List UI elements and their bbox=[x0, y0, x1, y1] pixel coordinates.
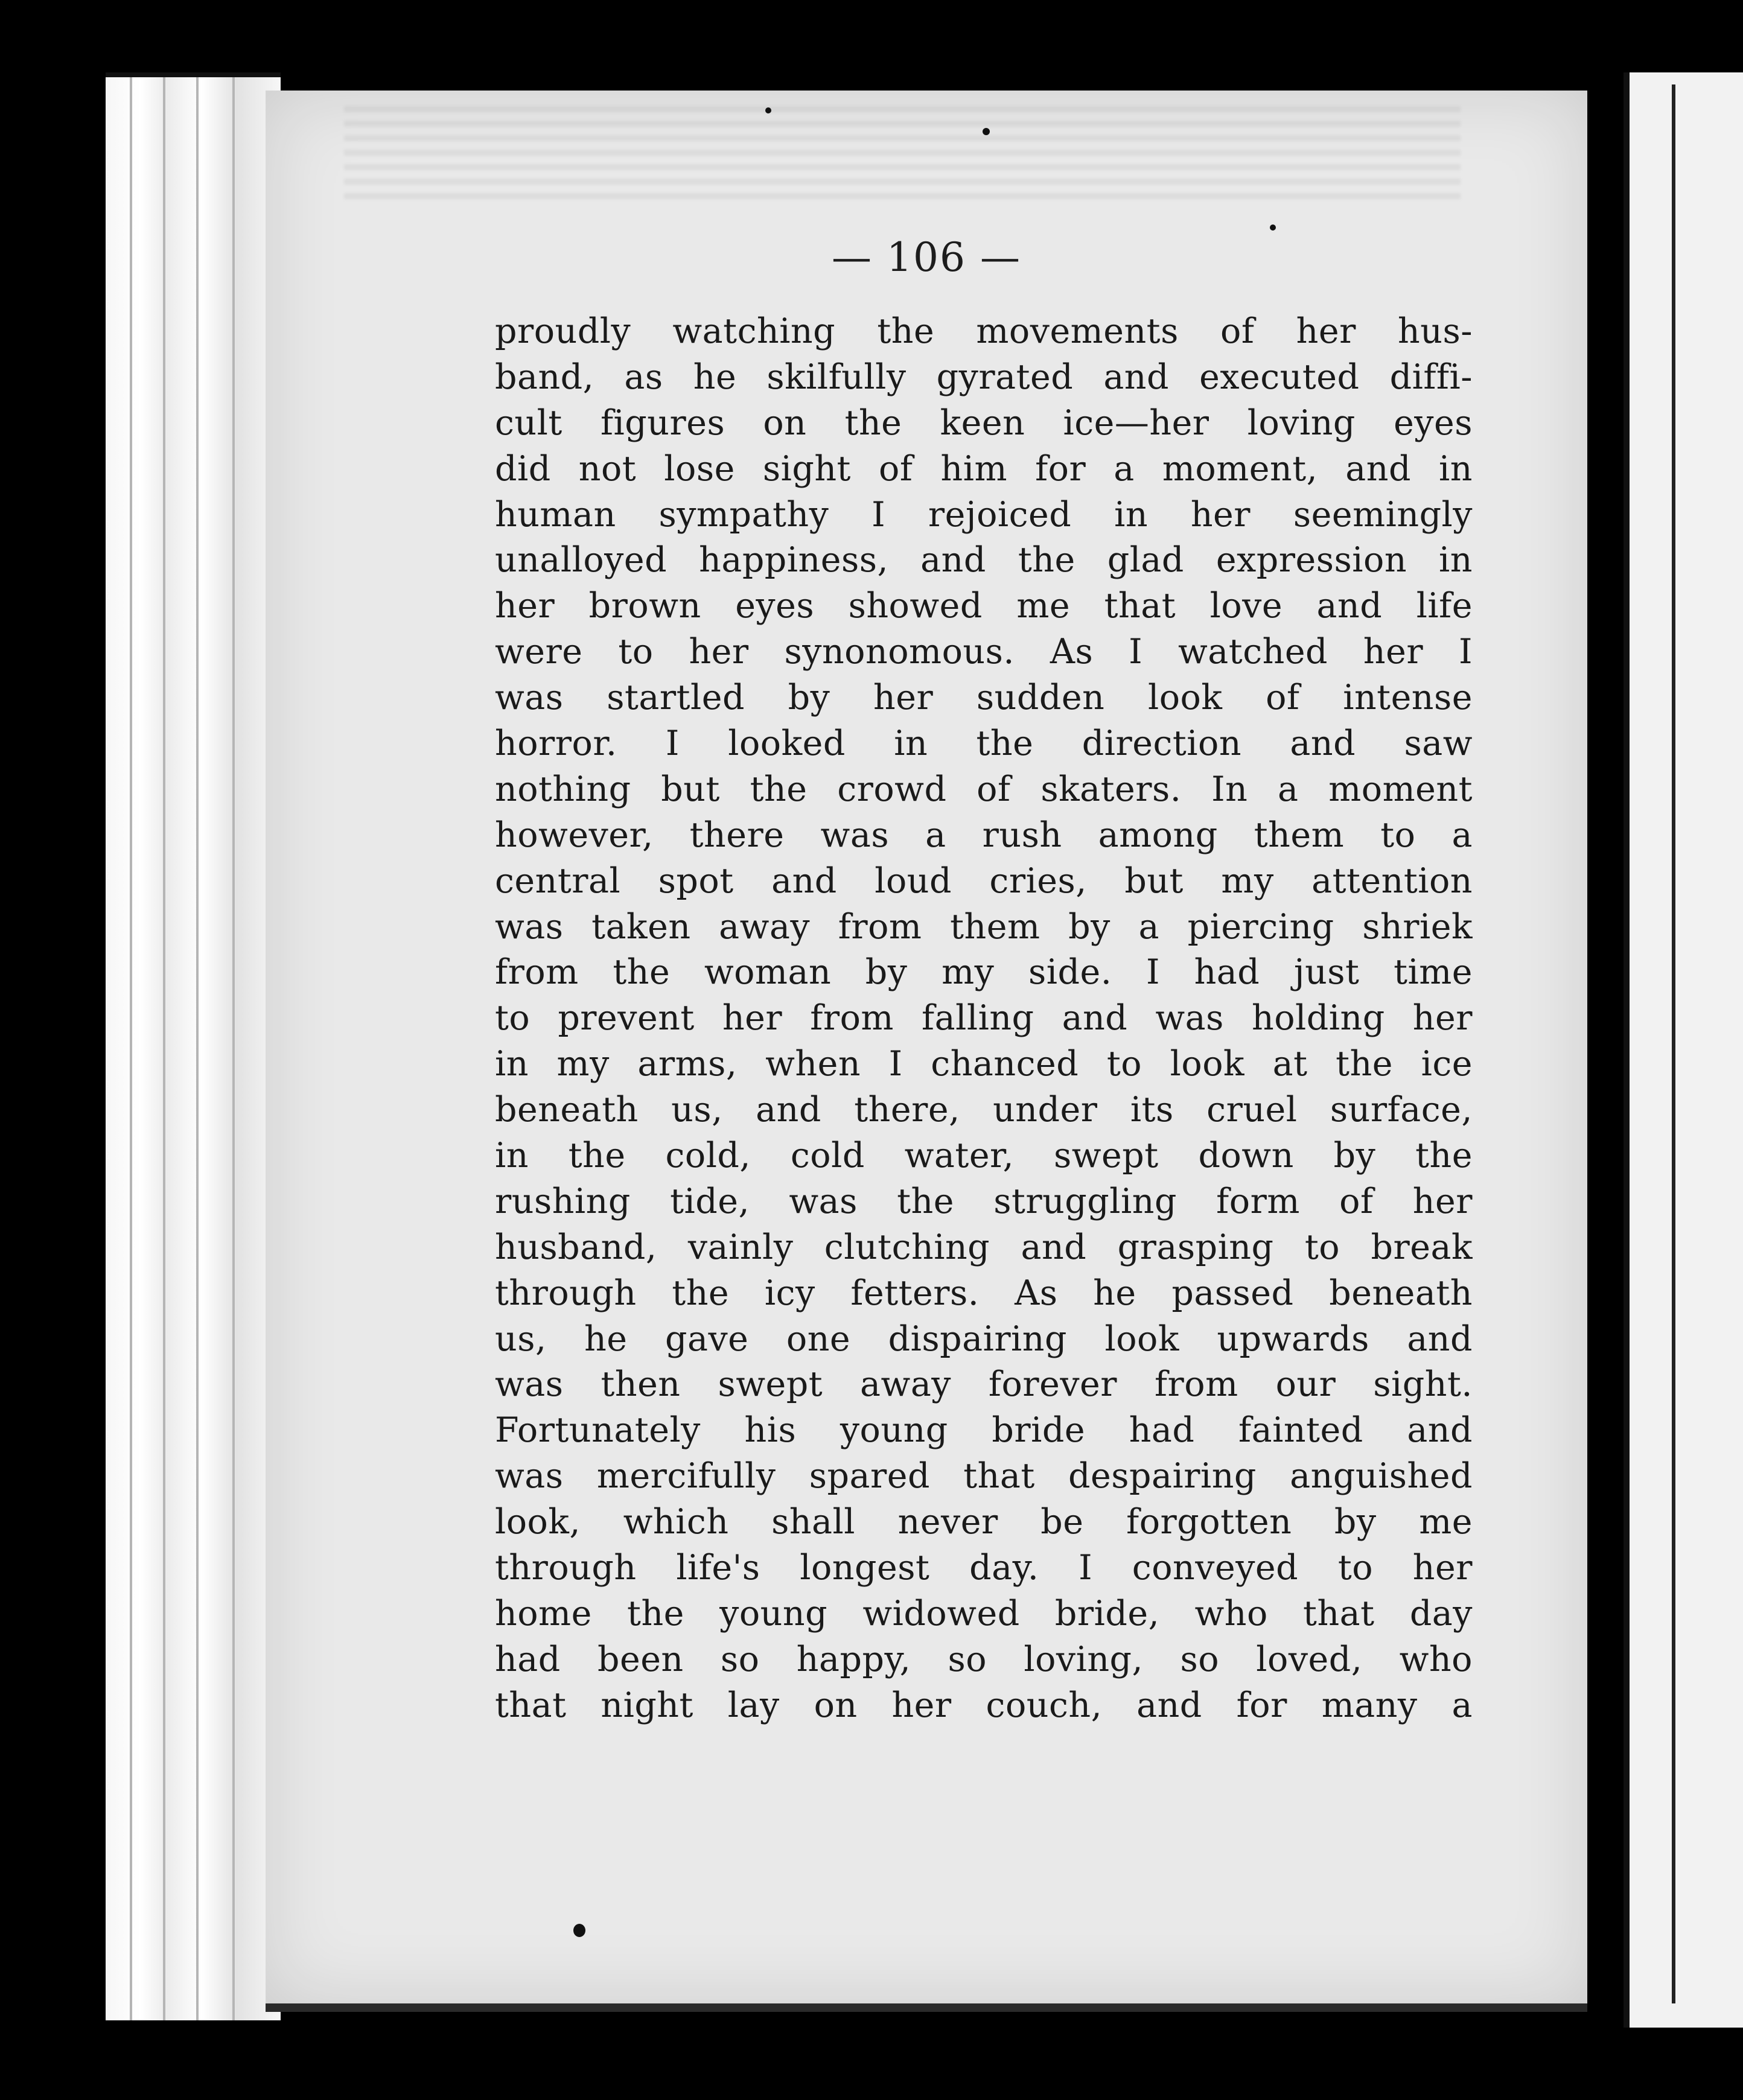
facing-page-gutter bbox=[1672, 84, 1675, 2003]
text-line: nothing but the crowd of skaters. In a moment bbox=[495, 769, 1473, 809]
text-line: through the icy fetters. As he passed beneath bbox=[495, 1273, 1473, 1313]
page-edge-line bbox=[196, 77, 199, 2020]
text-line: proudly watching the movements of her hus- bbox=[495, 311, 1473, 351]
book-page bbox=[266, 91, 1587, 2012]
text-line: did not lose sight of him for a moment, and in bbox=[495, 448, 1473, 489]
text-line: cult figures on the keen ice—her loving eyes bbox=[495, 402, 1473, 443]
page-edges bbox=[106, 72, 281, 2020]
text-line: was mercifully spared that despairing anguished bbox=[495, 1456, 1473, 1497]
text-line: was then swept away forever from our sight. bbox=[495, 1364, 1473, 1405]
text-line: in the cold, cold water, swept down by the bbox=[495, 1136, 1473, 1176]
text-line: that night lay on her couch, and for many a bbox=[495, 1685, 1473, 1725]
dust-speck bbox=[573, 1924, 585, 1937]
text-line: in my arms, when I chanced to look at the ice bbox=[495, 1044, 1473, 1084]
text-line: rushing tide, was the struggling form of her bbox=[495, 1181, 1473, 1221]
page-edge-line bbox=[130, 77, 132, 2020]
facing-page-edge bbox=[1624, 72, 1743, 2028]
text-line: husband, vainly clutching and grasping to break bbox=[495, 1227, 1473, 1267]
text-line: us, he gave one dispairing look upwards and bbox=[495, 1319, 1473, 1359]
text-line: had been so happy, so loving, so loved, who bbox=[495, 1639, 1473, 1679]
text-line: band, as he skilfully gyrated and executed diffi- bbox=[495, 357, 1473, 397]
text-line: from the woman by my side. I had just time bbox=[495, 952, 1473, 993]
bleed-through-smudge bbox=[344, 103, 1461, 199]
dust-speck bbox=[983, 128, 990, 135]
page-body-text bbox=[495, 309, 1473, 1729]
text-line: were to her synonomous. As I watched her I bbox=[495, 632, 1473, 672]
text-line: was startled by her sudden look of intense bbox=[495, 678, 1473, 718]
text-line: human sympathy I rejoiced in her seemingly bbox=[495, 494, 1473, 535]
text-line: her brown eyes showed me that love and life bbox=[495, 586, 1473, 626]
page-number: — 106 — bbox=[832, 234, 1021, 281]
dust-speck bbox=[765, 107, 771, 113]
text-line: home the young widowed bride, who that day bbox=[495, 1593, 1473, 1634]
text-line: however, there was a rush among them to a bbox=[495, 815, 1473, 855]
text-line: to prevent her from falling and was holding her bbox=[495, 998, 1473, 1039]
text-line: horror. I looked in the direction and saw bbox=[495, 724, 1473, 764]
text-line: beneath us, and there, under its cruel surface, bbox=[495, 1090, 1473, 1130]
text-line: through life's longest day. I conveyed to her bbox=[495, 1548, 1473, 1588]
text-line: unalloyed happiness, and the glad expression in bbox=[495, 540, 1473, 581]
text-line: Fortunately his young bride had fainted and bbox=[495, 1410, 1473, 1451]
page-edge-line bbox=[163, 77, 165, 2020]
text-line: was taken away from them by a piercing shriek bbox=[495, 906, 1473, 947]
page-edge-line bbox=[232, 77, 235, 2020]
text-line: look, which shall never be forgotten by me bbox=[495, 1502, 1473, 1542]
dust-speck bbox=[1270, 224, 1276, 231]
text-line: central spot and loud cries, but my attention bbox=[495, 861, 1473, 901]
